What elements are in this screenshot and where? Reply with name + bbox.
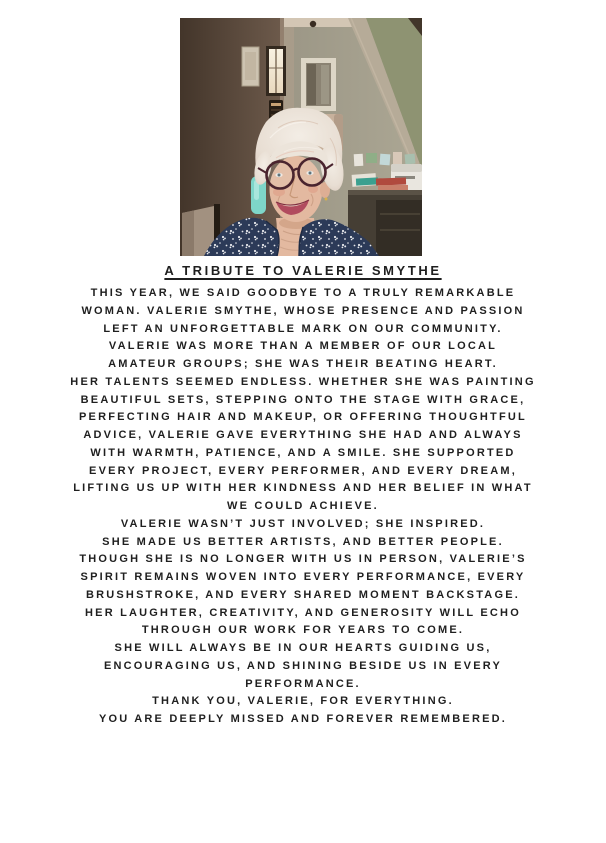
- portrait-photo: [180, 18, 422, 256]
- tribute-line: BRUSHSTROKE, AND EVERY SHARED MOMENT BACKSTAGE.: [85, 588, 521, 601]
- tribute-line: ENCOURAGING US, AND SHINING BESIDE US IN EVERY: [103, 659, 503, 672]
- tribute-line: LEFT AN UNFORGETTABLE MARK ON OUR COMMUNITY.: [103, 322, 503, 335]
- tribute-line: LIFTING US UP WITH HER KINDNESS AND HER BELIEF IN WHAT: [73, 482, 533, 495]
- tribute-line: SPIRIT REMAINS WOVEN INTO EVERY PERFORMANCE, EVERY: [80, 571, 526, 583]
- tribute-line: EVERY PROJECT, EVERY PERFORMER, AND EVERY DREAM,: [89, 464, 517, 477]
- tribute-line: WE COULD ACHIEVE.: [227, 500, 379, 512]
- tribute-title: A TRIBUTE TO VALERIE SMYTHE: [164, 263, 442, 278]
- tribute-line: WITH WARMTH, PATIENCE, AND A SMILE. SHE SUPPORTED: [90, 446, 516, 459]
- tribute-line: SHE MADE US BETTER ARTISTS, AND BETTER PEOPLE.: [102, 535, 504, 548]
- tribute-body: [20, 285, 586, 729]
- tribute-line: SHE WILL ALWAYS BE IN OUR HEARTS GUIDING US,: [114, 642, 492, 654]
- tribute-line: AMATEUR GROUPS; SHE WAS THEIR BEATING HEART.: [108, 358, 498, 370]
- tribute-line: THIS YEAR, WE SAID GOODBYE TO A TRULY REMARKABLE: [90, 287, 516, 299]
- tribute-line: THROUGH OUR WORK FOR YEARS TO COME.: [141, 624, 465, 637]
- tribute-line: HER TALENTS SEEMED ENDLESS. WHETHER SHE WAS PAINTING: [70, 375, 536, 388]
- tribute-line: THOUGH SHE IS NO LONGER WITH US IN PERSON, VALERIE’S: [79, 553, 527, 566]
- tribute-line: HER LAUGHTER, CREATIVITY, AND GENEROSITY WILL ECHO: [85, 606, 521, 619]
- tribute-line: ADVICE, VALERIE GAVE EVERYTHING SHE HAD AND ALWAYS: [83, 429, 523, 441]
- tribute-line: YOU ARE DEEPLY MISSED AND FOREVER REMEMBERED.: [98, 713, 508, 725]
- tribute-line: BEAUTIFUL SETS, STEPPING ONTO THE STAGE WITH GRACE,: [80, 393, 526, 406]
- tribute-line: THANK YOU, VALERIE, FOR EVERYTHING.: [152, 695, 454, 708]
- tribute-line: WOMAN. VALERIE SMYTHE, WHOSE PRESENCE AND PASSION: [81, 304, 525, 317]
- tribute-line: PERFECTING HAIR AND MAKEUP, OR OFFERING THOUGHTFUL: [79, 411, 527, 424]
- tribute-line: PERFORMANCE.: [245, 677, 361, 690]
- tribute-line: VALERIE WAS MORE THAN A MEMBER OF OUR LOCAL: [108, 340, 498, 353]
- tribute-line: VALERIE WASN’T JUST INVOLVED; SHE INSPIRED.: [120, 517, 486, 530]
